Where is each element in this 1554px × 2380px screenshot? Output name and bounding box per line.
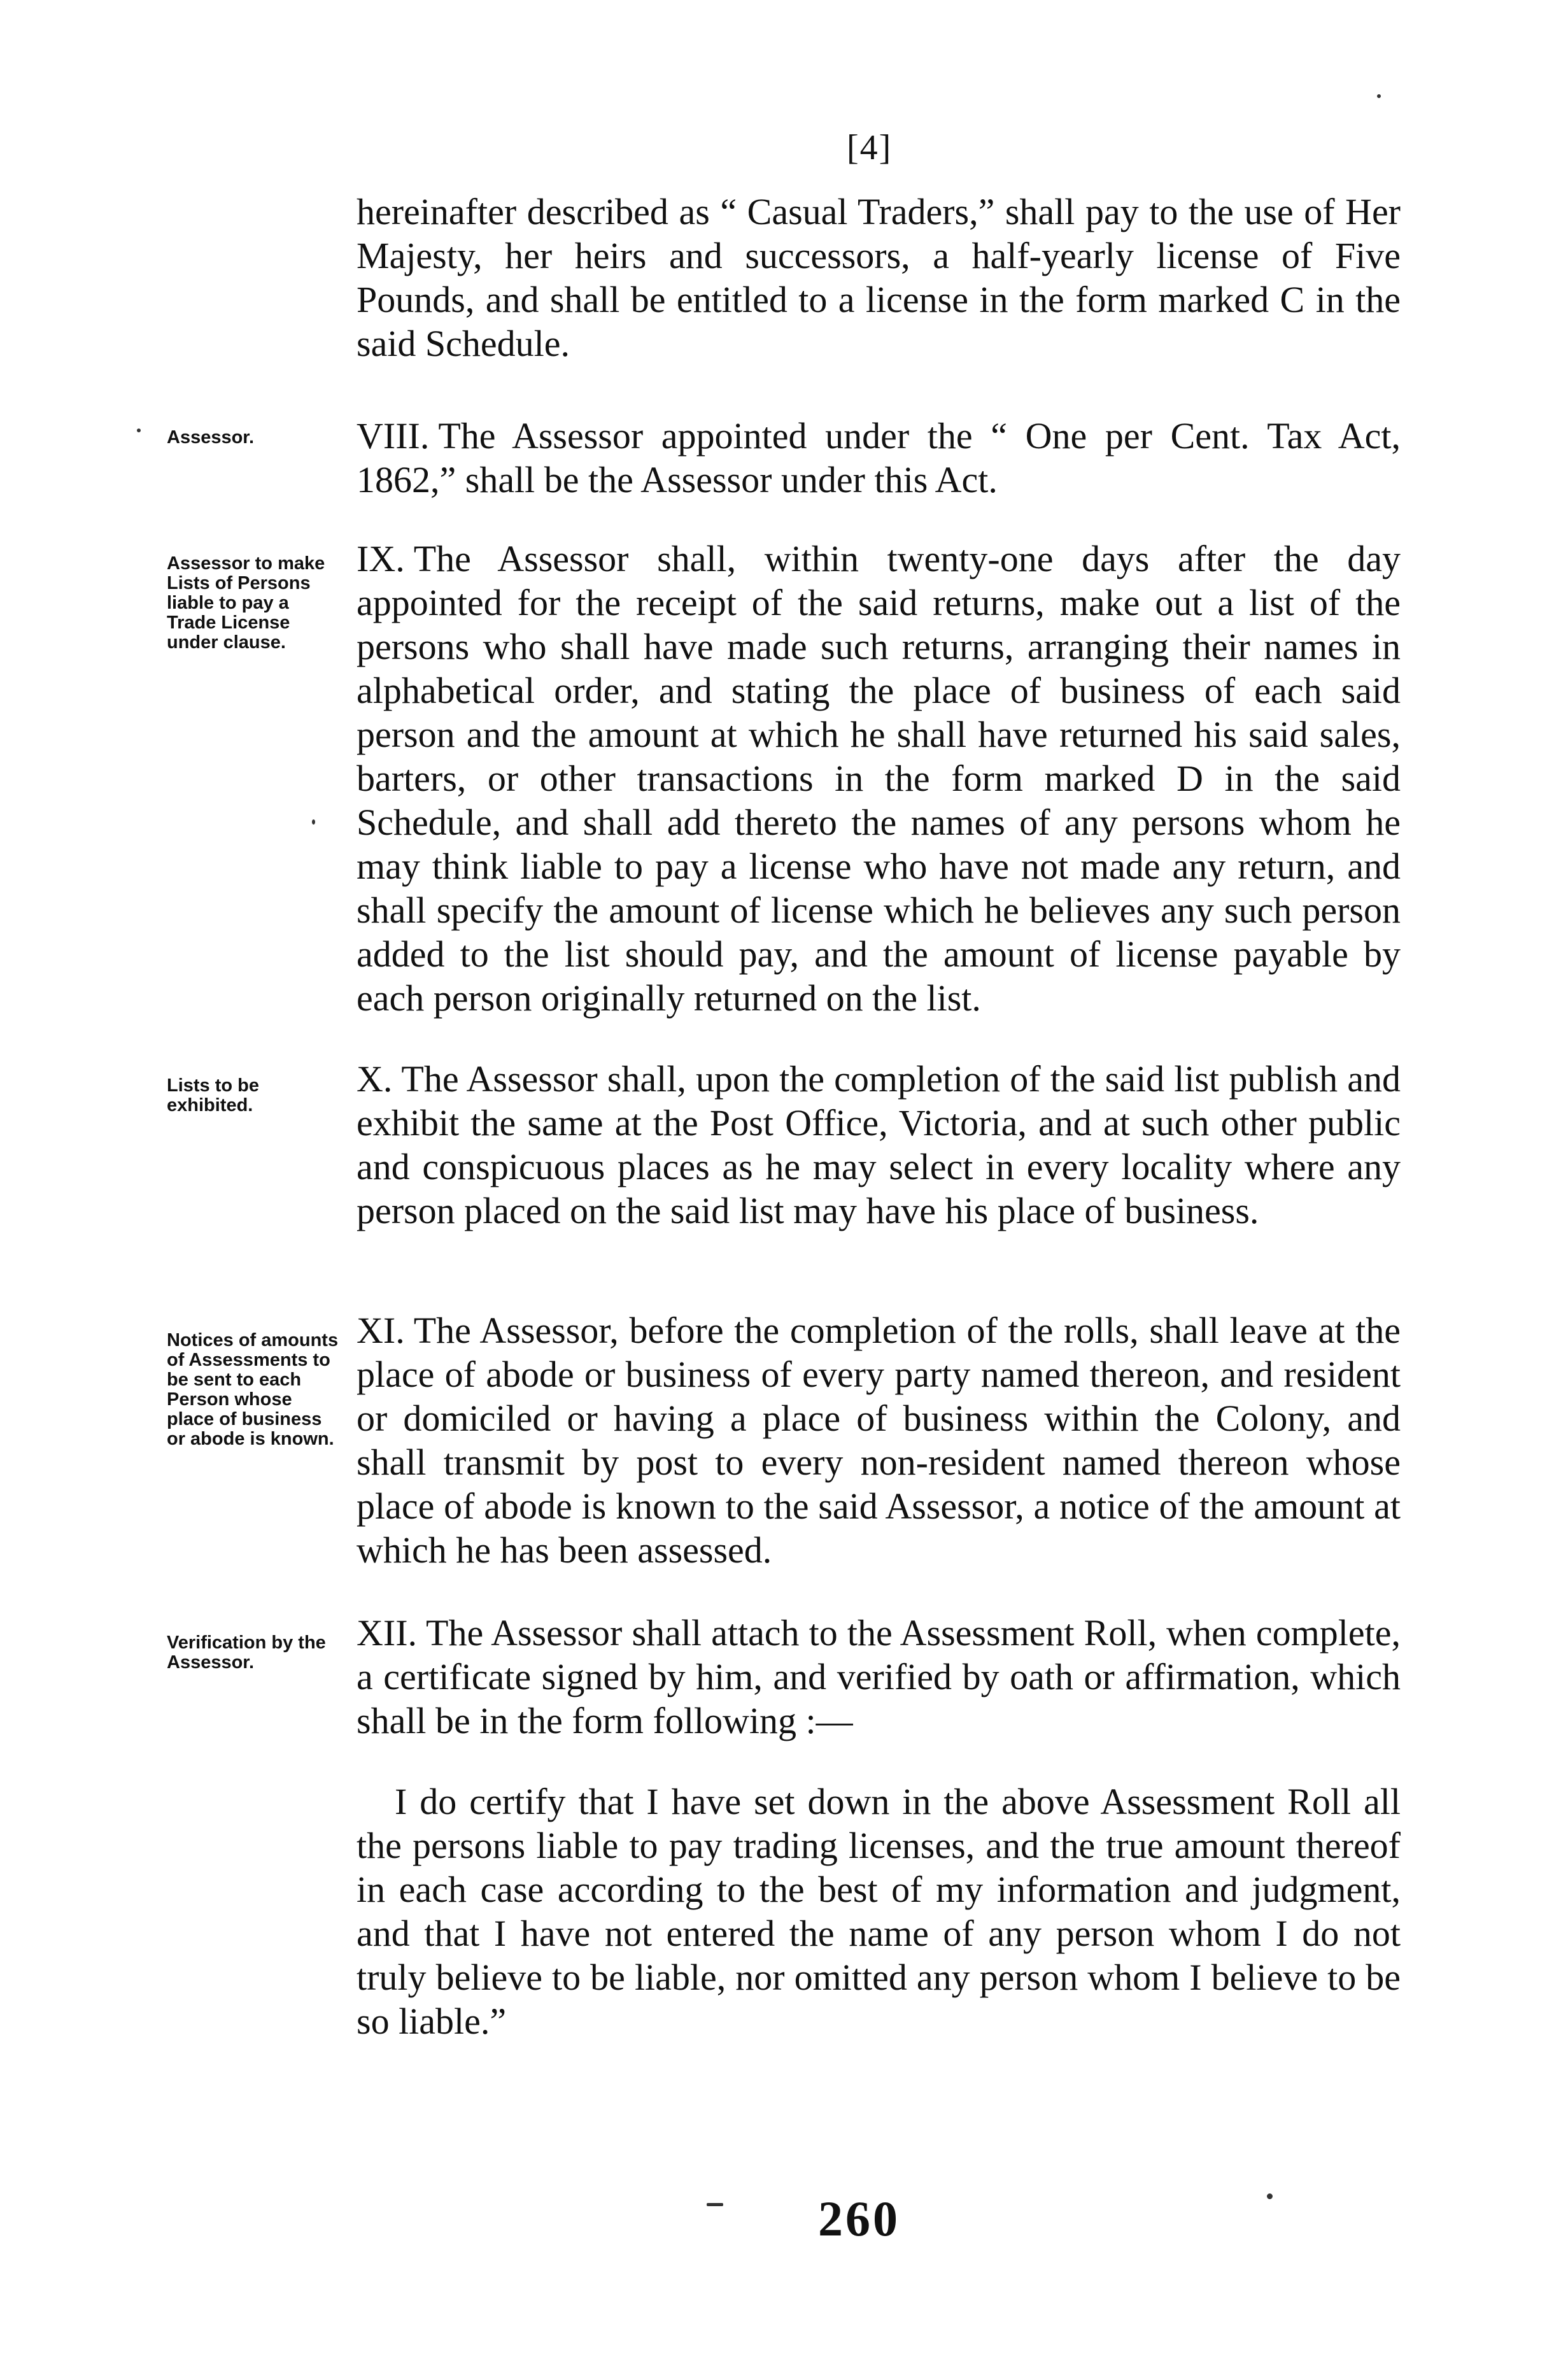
margin-note-assessor: Assessor.: [167, 427, 255, 448]
section-text: The Assessor shall attach to the Assessment Roll, when complete, a certificate signed by him, and verified by oath or affirmation, which shall be in the form following :—: [357, 1612, 1401, 1741]
section-number: VIII.: [357, 415, 430, 457]
section-text: The Assessor appointed under the “ One per Cent. Tax Act, 1862,” shall be the Assessor under this Act.: [357, 415, 1401, 500]
section-number: IX.: [357, 538, 405, 579]
folio-number: 260: [818, 2191, 900, 2246]
page-number: [4]: [847, 128, 893, 167]
intro-paragraph: hereinafter described as “ Casual Traders,” shall pay to the use of Her Majesty, her heirs and successors, a half-yearly license of Five Pounds, and shall be entitled to a license in the form marked C in the said Schedule.: [357, 191, 1401, 364]
scan-speck: [1267, 2193, 1273, 2199]
section-number: X.: [357, 1058, 393, 1100]
section-text: The Assessor shall, upon the completion of the said list publish and exhibit the same at the Post Office, Victoria, and at such other public and conspicuous places as he may select in every locality where any person placed on the said list may have his place of business.: [357, 1058, 1401, 1231]
section-text: The Assessor shall, within twenty-one days after the day appointed for the receipt of the said returns, make out a list of the persons who shall have made such returns, arranging their names in alphabetical order, and stating the place of business of each said person and the amount at which he shall have returned his said sales, barters, or other transactions in the form marked D in the said Schedule, and shall add thereto the names of any persons whom he may think liable to pay a license who have not made any return, and shall specify the amount of license which he believes any such person added to the list should pay, and the amount of license payable by each person originally returned on the list.: [357, 538, 1401, 1019]
section-ix: [357, 537, 1401, 1020]
section-x: [357, 1057, 1401, 1233]
margin-note-notices-of-amounts: Notices of amounts of Assessments to be sent to each Person whose place of business or abode is known.: [167, 1330, 339, 1449]
margin-note-verification: Verification by the Assessor.: [167, 1633, 326, 1673]
scan-speck: [1377, 94, 1381, 98]
scan-speck: [312, 819, 315, 825]
section-text: The Assessor, before the completion of the rolls, shall leave at the place of abode or business of every party named thereon, and resident or domiciled or having a place of business within the Colony, and shall transmit by post to every non-resident named thereon whose place of abode is known to the said Assessor, a notice of the amount at which he has been assessed.: [357, 1310, 1401, 1571]
margin-note-lists-exhibited: Lists to be exhibited.: [167, 1075, 260, 1116]
section-xi: [357, 1308, 1401, 1572]
section-xii: [357, 1611, 1401, 1743]
scan-speck: [707, 2203, 723, 2206]
scan-speck: [137, 429, 141, 432]
certificate-paragraph: I do certify that I have set down in the above Assessment Roll all the persons liable to pay trading licenses, and the true amount thereof in each case according to the best of my information and judgment, and that I have not entered the name of any person whom I do not truly believe to be liable, nor omitted any person whom I believe to be so liable.”: [357, 1781, 1401, 2042]
section-viii: [357, 414, 1401, 502]
section-number: XII.: [357, 1612, 418, 1654]
section-number: XI.: [357, 1310, 405, 1351]
margin-note-assessor-to-make-lists: Assessor to make Lists of Persons liable to pay a Trade License under clause.: [167, 553, 325, 653]
